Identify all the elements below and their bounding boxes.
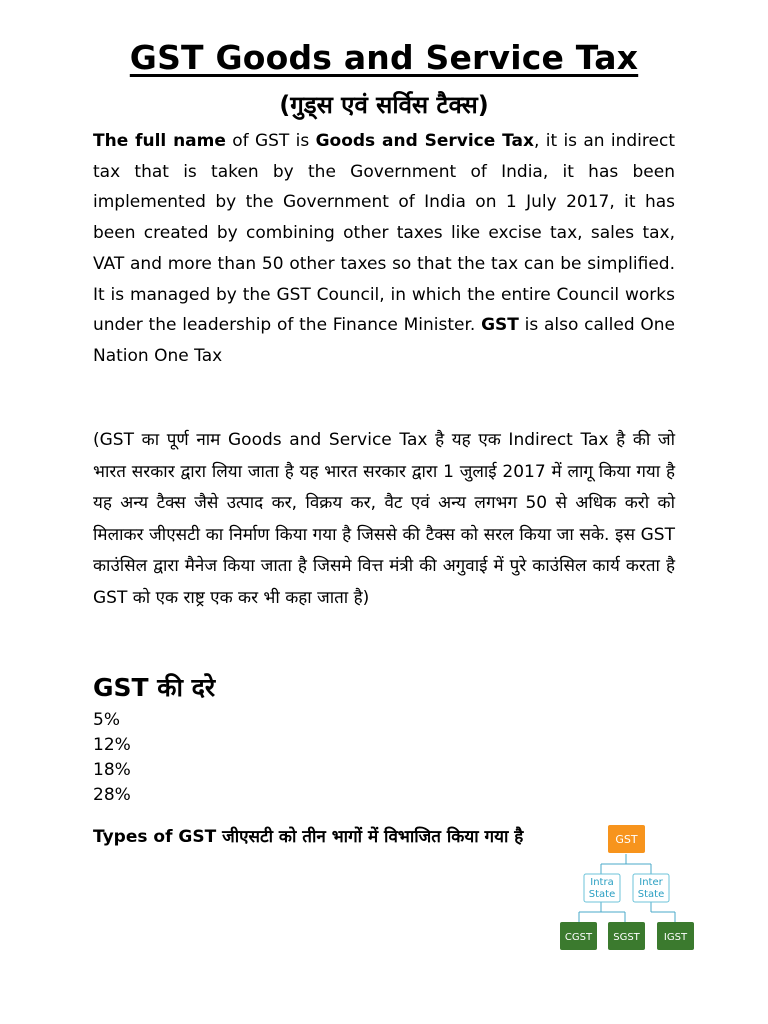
mid-label: Inter bbox=[639, 877, 663, 888]
diagram-leaf-igst bbox=[657, 922, 694, 950]
bold-fullname: Goods and Service Tax bbox=[315, 131, 534, 151]
diagram-leaf-sgst bbox=[608, 922, 645, 950]
text-segment: , it is an indirect tax that is taken by the Government of India, it has been implemented by the Government of India on 1 July 2017, it has been created by combining other taxes like excise tax, sales tax, VAT and more than 50 other taxes so that the tax can be simplified. It is managed by the GST Council, in which the entire Council works under the leadership of the Finance Minister. bbox=[93, 131, 675, 336]
bold-gst: GST bbox=[481, 315, 519, 336]
root-label: GST bbox=[615, 833, 638, 846]
leaf-label: SGST bbox=[613, 932, 640, 943]
rates-list bbox=[93, 708, 131, 808]
mid-label: Intra bbox=[590, 877, 614, 888]
hindi-paragraph: (GST का पूर्ण नाम Goods and Service Tax है यह एक Indirect Tax है की जो भारत सरकार द्वारा लिया जाता है यह भारत सरकार द्वारा 1 जुलाई 2017 में लागू किया गया है यह अन्य टैक्स जैसे उत्पाद कर, विक्रय कर, वैट एवं अन्य लगभग 50 से अधिक करो को मिलाकर जीएसटी का निर्माण किया गया है जिससे की टैक्स को सरल किया जा सके. इस GST काउंसिल द्वारा मैनेज किया जाता है जिसमे वित्त मंत्री की अगुवाई में पुरे काउंसिल कार्य करता है GST को एक राष्ट्र एक कर भी कहा जाता है) bbox=[93, 430, 675, 608]
rate-item: 28% bbox=[93, 785, 131, 805]
english-paragraph bbox=[93, 126, 675, 372]
rate-item: 18% bbox=[93, 760, 131, 780]
page-title: GST Goods and Service Tax bbox=[129, 38, 639, 77]
rate-item: 5% bbox=[93, 710, 120, 730]
diagram-root-node bbox=[608, 825, 645, 853]
text-segment: is also called One Nation One Tax bbox=[93, 315, 675, 366]
rate-item: 12% bbox=[93, 735, 131, 755]
mid-label: State bbox=[588, 889, 616, 900]
text-segment: of GST is bbox=[225, 131, 316, 151]
gst-types-diagram bbox=[555, 820, 705, 960]
page-subtitle: (गुड्स एवं सर्विस टैक्स) bbox=[279, 91, 489, 119]
leaf-label: CGST bbox=[564, 932, 593, 943]
types-of-gst-text: Types of GST जीएसटी को तीन भागों में विभाजित किया गया है bbox=[93, 827, 524, 847]
bold-lead: The full name bbox=[93, 131, 226, 151]
rates-heading: GST की दरे bbox=[93, 673, 216, 702]
diagram-leaf-cgst bbox=[560, 922, 597, 950]
leaf-label: IGST bbox=[663, 932, 688, 943]
diagram-mid-node-intra bbox=[584, 874, 620, 902]
mid-label: State bbox=[637, 889, 665, 900]
diagram-mid-node-inter bbox=[633, 874, 669, 902]
